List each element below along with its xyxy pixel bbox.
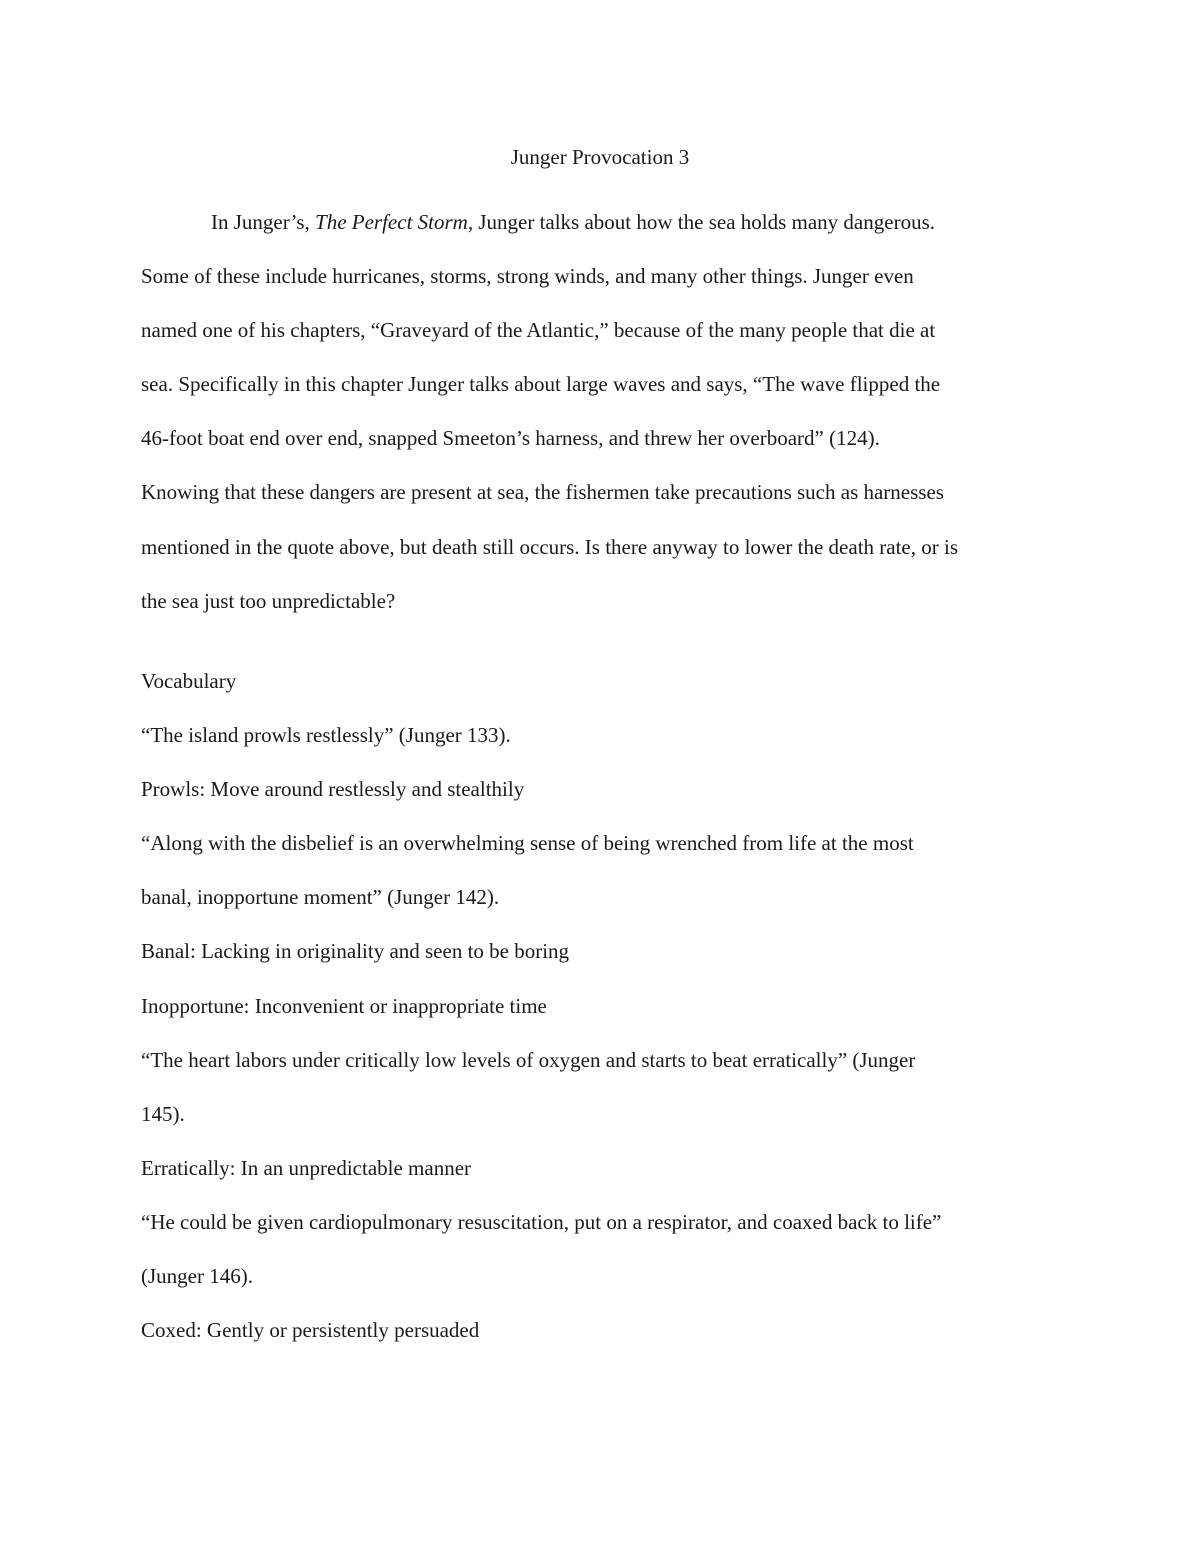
- book-title: The Perfect Storm,: [315, 210, 474, 234]
- vocabulary-line: “The heart labors under critically low levels of oxygen and starts to beat erratically” (Junger: [141, 1047, 916, 1072]
- vocabulary-line: Coxed: Gently or persistently persuaded: [141, 1318, 480, 1343]
- body-paragraph: [141, 195, 1066, 628]
- paragraph-line-4: sea. Specifically in this chapter Junger talks about large waves and says, “The wave flipped the: [141, 372, 941, 397]
- paragraph-line-3: named one of his chapters, “Graveyard of the Atlantic,” because of the many people that die at: [141, 318, 936, 343]
- vocabulary-line: “He could be given cardiopulmonary resuscitation, put on a respirator, and coaxed back to life”: [141, 1209, 942, 1234]
- vocabulary-line: 145).: [141, 1101, 185, 1126]
- paragraph-line-5: 46-foot boat end over end, snapped Smeeton’s harness, and threw her overboard” (124).: [141, 426, 880, 451]
- vocabulary-line: banal, inopportune moment” (Junger 142).: [141, 885, 500, 910]
- document-title: Junger Provocation 3: [510, 145, 690, 169]
- paragraph-line-2: Some of these include hurricanes, storms, strong winds, and many other things. Junger even: [141, 264, 914, 289]
- vocabulary-line: Inopportune: Inconvenient or inappropriate time: [141, 993, 547, 1018]
- paragraph-line-1-post: Junger talks about how the sea holds many dangerous.: [473, 210, 935, 234]
- vocabulary-line: Erratically: In an unpredictable manner: [141, 1155, 472, 1180]
- vocabulary-line: (Junger 146).: [141, 1264, 253, 1289]
- vocabulary-line: Prowls: Move around restlessly and stealthily: [141, 777, 525, 802]
- vocabulary-line: “Along with the disbelief is an overwhelming sense of being wrenched from life at the most: [141, 831, 914, 856]
- vocabulary-heading: Vocabulary: [141, 669, 237, 693]
- vocabulary-line: “The island prowls restlessly” (Junger 133).: [141, 723, 511, 748]
- vocabulary-line: Banal: Lacking in originality and seen to be boring: [141, 939, 570, 964]
- vocabulary-section: [141, 654, 1066, 1357]
- paragraph-line-7: mentioned in the quote above, but death still occurs. Is there anyway to lower the death rate, or is: [141, 534, 959, 559]
- paragraph-line-6: Knowing that these dangers are present at sea, the fishermen take precautions such as harnesses: [141, 480, 944, 505]
- paragraph-line-1-pre: In Junger’s,: [211, 210, 316, 234]
- paragraph-line-1: [141, 195, 1066, 249]
- paragraph-line-8: the sea just too unpredictable?: [141, 588, 396, 613]
